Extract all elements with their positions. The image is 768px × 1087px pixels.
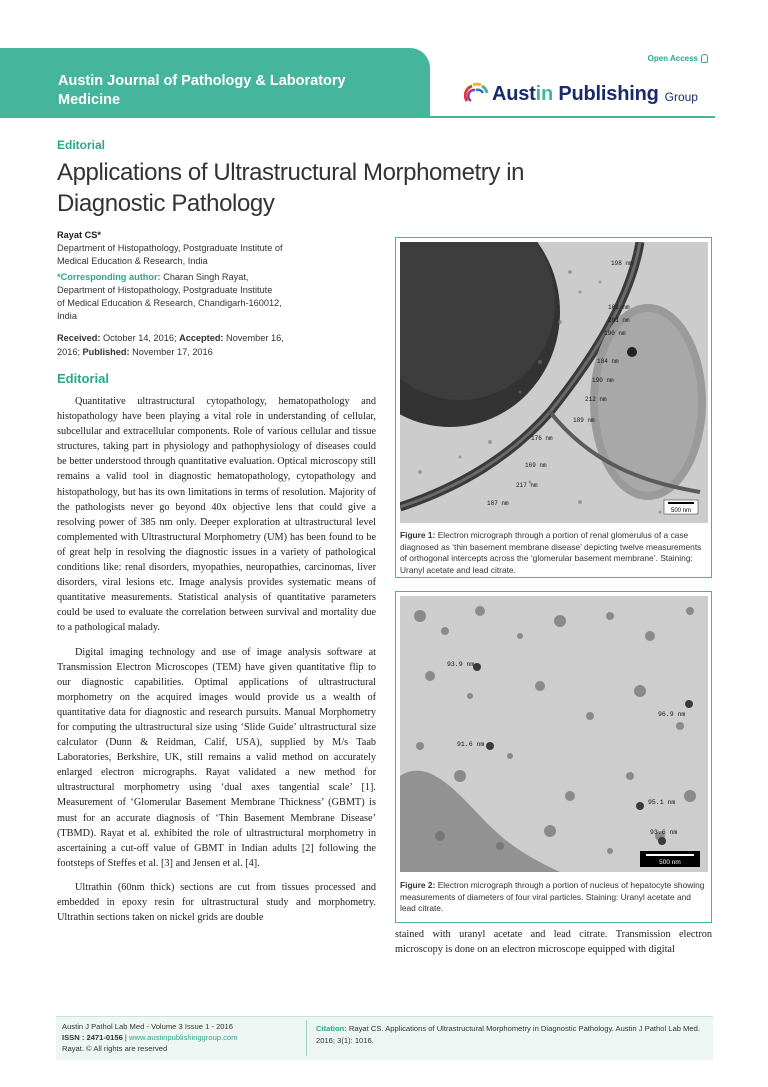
measurement-label: 176 nm — [531, 435, 553, 442]
corresponding-author-label: *Corresponding author: — [57, 272, 161, 282]
body-text-right: stained with uranyl acetate and lead citrate. Transmission electron microscopy is done on an electron microscope equipped with digital — [395, 929, 712, 956]
issn: ISSN : 2471-0156 — [62, 1033, 123, 1042]
copyright: Rayat. © All rights are reserved — [62, 1044, 168, 1053]
measurement-label: 217 nm — [516, 482, 538, 489]
measurement-label: 187 nm — [487, 500, 509, 507]
open-access-label[interactable]: Open Access — [648, 54, 708, 63]
footer-divider — [306, 1020, 307, 1056]
article-dates: Received: October 14, 2016; Accepted: November 16, 2016; Published: November 17, 2016 — [57, 333, 284, 357]
footer-journal-info: Austin J Pathol Lab Med - Volume 3 Issue 1 - 2016 ISSN : 2471-0156 | www.austinpublishinggroup.com Rayat. © All rights are reserved — [62, 1021, 302, 1054]
author-block: Rayat CS* Department of Histopathology, Postgraduate Institute of Medical Education & Research, India *Corresponding author: Charan Singh Rayat, Department of Histopathology, Postgraduate Institute of Medical Education & Research, Chandigarh-160012, India — [57, 229, 337, 323]
scale-bar-label: 500 nm — [670, 508, 692, 514]
measurement-label: 190 nm — [604, 330, 626, 337]
measurement-label: 201 nm — [608, 317, 630, 324]
scale-bar-label: 500 nm — [659, 859, 681, 866]
figure-1-micrograph — [400, 242, 708, 523]
measurement-label: 189 nm — [573, 417, 595, 424]
editorial-heading: Editorial — [57, 371, 110, 386]
paragraph: Quantitative ultrastructural cytopathology, hematopathology and histopathology have been playing a vital role in understanding of cellular, subcellular and extracellular components. Role of various cellular and tissue structures, taking part in physiology and pathophysiology of diseases could be better understood through quantitative evaluation. Optical microscopy still remains a valid tool in diagnostic hematopathology, cytopathology and histopathology, but has its own limitations in terms of resolution. Majority of the pathologists never go beyond 40x objective lens that could give a resolving power of 385 nm only. Deeper exploration at ultrastructural level complemented with Ultrastructural Morphometry (UM) has been found to be of great help in resolving the diagnostic issues in a variety of pathological conditions like: renal disorders, myopathies, neuropathies, carcinomas, liver disorders, viral lesions etc. Image analysis provides systematic means of quantitative measurements. Statistical analysis of quantitative parameters could be used to evaluate the correlation between survival and mortality due to a pathological malady. — [57, 396, 376, 634]
logo-wordmark: Austin Publishing — [492, 82, 659, 105]
header-rule — [430, 116, 715, 118]
measurement-label: 95.1 nm — [648, 799, 676, 806]
body-text-left — [57, 394, 376, 934]
measurement-label: 93.9 nm — [447, 661, 475, 668]
measurement-label: 162 nm — [608, 304, 630, 311]
measurement-label: 169 nm — [525, 462, 547, 469]
affiliation: Department of Histopathology, Postgraduate Institute of — [57, 243, 283, 253]
figure-2-micrograph — [400, 596, 708, 872]
figure-1 — [395, 237, 712, 578]
measurement-label: 198 nm — [611, 260, 633, 267]
figure-2-caption: Figure 2: Electron micrograph through a portion of nucleus of hepatocyte showing measurements of diameters of four viral particles. Staining: Uranyl acetate and lead citrate. — [400, 880, 705, 914]
measurement-label: 96.9 nm — [658, 711, 686, 718]
footer-citation: Citation: Rayat CS. Applications of Ultrastructural Morphometry in Diagnostic Pathology. Austin J Pathol Lab Med. 2016; 3(1): 1016. — [316, 1024, 700, 1045]
paragraph: Digital imaging technology and use of image analysis software at Transmission Electron Microscopes (TEM) have given quantitative flip to our diagnostic capabilities. Optimal applications of ultrastructural morphometry on the acquired images would provide us a wealth of quantitative data for diagnostic and research pursuits. Manual Morphometry for computing the ultrastructural size using ‘Slide Guide’ ultrastructural size calculator (Dunn & Reidman, Calif, USA), supplied by M/s Taab Laboratories, Berkshire, UK, still remains a valid method on accurately enlarged electron micrographs. Rayat validated a new method for ultrastructural morphometry using ‘dual axes tangential scale’ [1]. Measurement of ‘Glomerular Basement Membrane Thickness’ (GBMT) is must for an accurate diagnosis of ‘Thin Basement Membrane Disease’ (TBMD). Rayat et al. exhibited the role of ultrastructural morphometry in ascertaining a cut-off value of GBMT in Indian adults [2] following the footsteps of Steffes et al. [3] and Jensen et al. [4]. — [57, 646, 376, 869]
open-lock-icon — [701, 54, 708, 63]
article-type-label: Editorial — [57, 138, 106, 152]
measurement-label: 93.6 nm — [650, 829, 678, 836]
author-name: Rayat CS* — [57, 230, 101, 240]
measurement-label: 190 nm — [592, 377, 614, 384]
renal-micrograph-image — [400, 242, 708, 523]
article-title: Applications of Ultrastructural Morphometry in Diagnostic Pathology — [57, 159, 525, 217]
publisher-logo — [464, 78, 714, 110]
website-link[interactable]: www.austinpublishinggroup.com — [129, 1033, 238, 1042]
measurement-label: 91.6 nm — [457, 741, 485, 748]
paragraph: Ultrathin (60nm thick) sections are cut from tissues processed and embedded in epoxy resin for ultrastructural study and morphometry. Ultrathin sections taken on nickel grids are double — [57, 881, 376, 924]
logo-group-text: Group — [664, 90, 698, 104]
logo-arc-icon — [464, 81, 490, 107]
measurement-label: 212 nm — [585, 396, 607, 403]
hepatocyte-micrograph-image — [400, 596, 708, 872]
figure-2 — [395, 591, 712, 923]
figure-1-caption: Figure 1: Electron micrograph through a portion of renal glomerulus of a case diagnosed as ‘thin basement membrane disease’ depicting twelve measurements of orthogonal intercepts across the ‘glomerular basement membrane’. Staining: Uranyl acetate and lead citrate. — [400, 530, 702, 575]
measurement-label: 184 nm — [597, 358, 619, 365]
journal-title: Austin Journal of Pathology & Laboratory Medicine — [58, 73, 346, 108]
